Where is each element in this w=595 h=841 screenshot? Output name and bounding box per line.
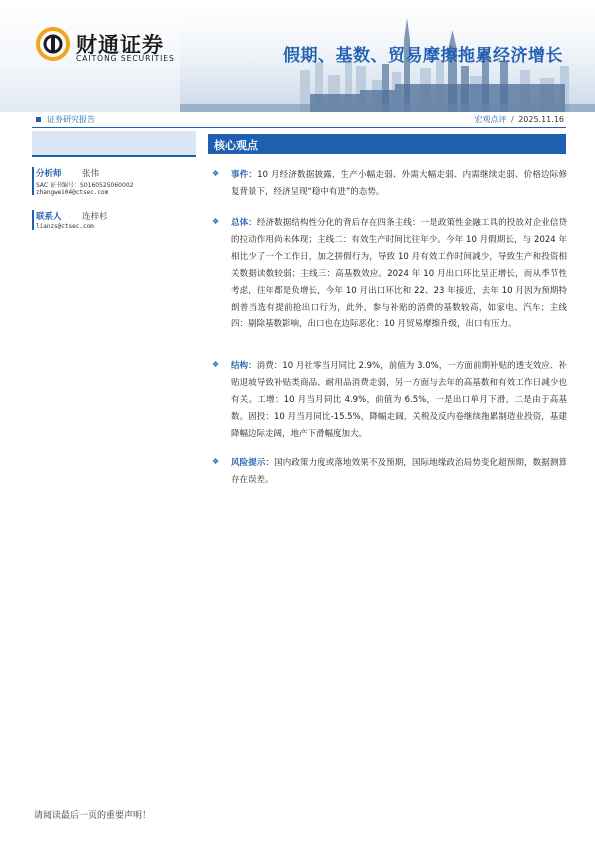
- report-type-row: [32, 114, 566, 128]
- point-label: 风险提示：: [231, 458, 275, 468]
- brand-name-cn: 财通证券: [76, 33, 164, 57]
- point-event: [208, 167, 566, 207]
- header-divider: [32, 127, 566, 128]
- contact-email[interactable]: lianzs@ctsec.com: [36, 223, 94, 230]
- square-bullet-icon: [36, 117, 41, 122]
- brand-logo: [36, 27, 176, 67]
- point-paragraph: [231, 358, 567, 443]
- report-meta: [474, 114, 564, 125]
- point-text: 10 月经济数据披露，生产小幅走弱、外需大幅走弱、内需继续走弱、价格边际修复背景下，经济呈现“稳中有进”的态势。: [231, 170, 567, 197]
- point-text: 经济数据结构性分化的背后存在四条主线：一是政策性金融工具的投放对企业信贷的拉动作用尚未体现；主线二：有效生产时间比往年少。今年 10 月假期长，与 2024 年相比少了一个工作日，加之拼假行为，导致 10 月有效工作时间减少，导致生产和投资相关数据读数较弱；主线三：高基数效应。2024 年 10 月出口环比呈正增长，而从季节性考虑，往年都是负增长，今年 10 月出口环比和 22、23 年接近，去年 10 月因为预期特朗普当选有提前抢出口行为，此外，参与补贴的消费的基数较高，如家电、汽车；主线四：剔除基数影响，出口也在边际恶化：10 月贸易摩擦升级，出口有压力。: [231, 218, 567, 330]
- point-paragraph: [231, 215, 567, 333]
- contact-name: 连梓杉: [82, 212, 108, 222]
- point-label: 事件：: [231, 170, 258, 180]
- report-category: 证券研究报告: [47, 115, 95, 124]
- diamond-bullet-icon: ❖: [212, 217, 220, 226]
- caitong-logo-icon: [36, 27, 70, 61]
- point-text: 消费：10 月社零当月同比 2.9%，前值为 3.0%，一方面前期补贴的透支效应、补贴退坡导致补贴类商品、耐用品消费走弱，另一方面与去年的高基数和有效工作日减少也有关。工增：10 月当月同比 4.9%，前值为 6.5%，一是出口单月下滑，二是由于高基数。固投：10 月当月同比-15.5%，降幅走阔，关税及反内卷继续拖累制造业投资，基建降幅边际走阔，地产下滑幅度加大。: [231, 361, 567, 439]
- disclaimer-note: 请阅读最后一页的重要声明！: [34, 811, 152, 821]
- analyst-role: 分析师: [36, 169, 62, 179]
- point-paragraph: [231, 455, 567, 489]
- analyst-sidebar: [32, 131, 196, 241]
- core-viewpoints-title: 核心观点: [214, 139, 258, 152]
- contact-accent-bar: [32, 210, 34, 230]
- point-text: 国内政策力度或落地效果不及预期，国际地缘政治局势变化超预期，数据测算存在误差。: [231, 458, 567, 485]
- report-date: 2025.11.16: [518, 115, 564, 124]
- report-type: 宏观点评: [474, 115, 507, 124]
- analyst-accent-bar: [32, 167, 34, 195]
- diamond-bullet-icon: ❖: [212, 169, 220, 178]
- contact-role: 联系人: [36, 212, 62, 222]
- core-viewpoints-header: [208, 134, 566, 154]
- report-title: 假期、基数、贸易摩擦拖累经济增长: [283, 46, 563, 66]
- page-header: [0, 0, 595, 112]
- diamond-bullet-icon: ❖: [212, 360, 220, 369]
- analyst-name: 张伟: [82, 169, 100, 179]
- diamond-bullet-icon: ❖: [212, 457, 220, 466]
- point-paragraph: [231, 167, 567, 201]
- point-overall: [208, 215, 566, 350]
- point-structure: [208, 358, 566, 443]
- analyst-email[interactable]: zhangwei04@ctsec.com: [36, 189, 109, 196]
- sidebar-divider: [32, 155, 196, 157]
- sidebar-banner: [32, 131, 196, 155]
- point-label: 结构：: [231, 361, 257, 371]
- analyst-cert: SAC 证书编号：S0160525060002: [36, 182, 134, 189]
- point-label: 总体：: [231, 218, 257, 228]
- meta-separator: /: [510, 115, 514, 124]
- point-risk: [208, 455, 566, 495]
- brand-name-en: CAITONG SECURITIES: [76, 54, 175, 63]
